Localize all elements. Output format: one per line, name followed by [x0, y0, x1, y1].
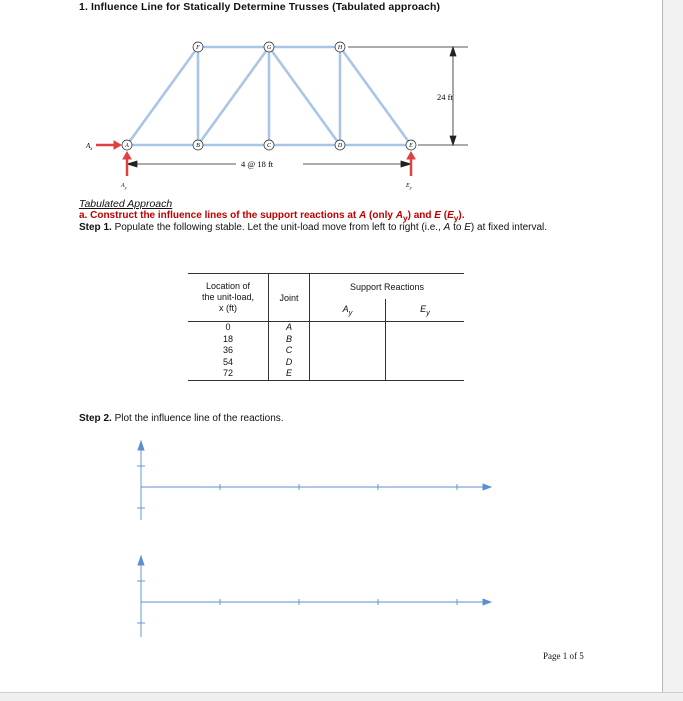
table-row: 18 B — [188, 334, 464, 346]
vertical-axis-arrow — [138, 441, 144, 450]
vertical-axis-arrow — [138, 556, 144, 565]
svg-text:B: B — [196, 143, 200, 150]
step2-instruction: Step 2. Plot the influence line of the reactions. — [79, 413, 284, 424]
support-reactions-header: Support Reactions — [310, 274, 465, 300]
section-heading: Tabulated Approach — [79, 198, 173, 210]
ey-header: $E_y$ — [386, 299, 465, 322]
table-row: 0 A — [188, 322, 464, 334]
svg-text:D: D — [337, 143, 343, 150]
table-row: 36 C — [188, 345, 464, 357]
joint-header: Joint — [269, 274, 310, 322]
table-row: 72 E — [188, 368, 464, 380]
problem-title: 1. Influence Line for Statically Determine Trusses (Tabulated approach) — [79, 1, 441, 13]
svg-text:A: A — [125, 143, 129, 150]
height-label: 24 ft — [437, 92, 453, 102]
svg-text:H: H — [337, 45, 343, 52]
svg-text:G: G — [266, 45, 272, 52]
ax-label: $A_x$ — [86, 142, 93, 152]
ey-plot-axes — [137, 556, 491, 637]
part-a-instruction: a. Construct the influence lines of the support reactions at A (only $A_y$) and E $(E_y)$. — [79, 210, 465, 223]
span-label: 4 @ 18 ft — [241, 159, 274, 169]
page-number: Page 1 of 5 — [543, 651, 584, 661]
ay-label: $A_y$ — [121, 183, 127, 190]
step1-instruction: Step 1. Populate the following stable. Let the unit-load move from left to right (i.e., A to E) at fixed interval. — [79, 222, 548, 233]
ay-header: $A_y$ — [310, 299, 386, 322]
horizontal-axis-arrow — [483, 484, 491, 490]
table-row: 54 D — [188, 357, 464, 369]
svg-text:E: E — [409, 143, 413, 150]
ay-plot-axes — [137, 441, 491, 520]
svg-text:F: F — [196, 45, 200, 52]
horizontal-axis-arrow — [483, 599, 491, 605]
ey-label: $E_y$ — [406, 183, 412, 190]
location-header: Location of the unit-load, x (ft) — [188, 274, 269, 322]
svg-text:C: C — [266, 143, 272, 150]
